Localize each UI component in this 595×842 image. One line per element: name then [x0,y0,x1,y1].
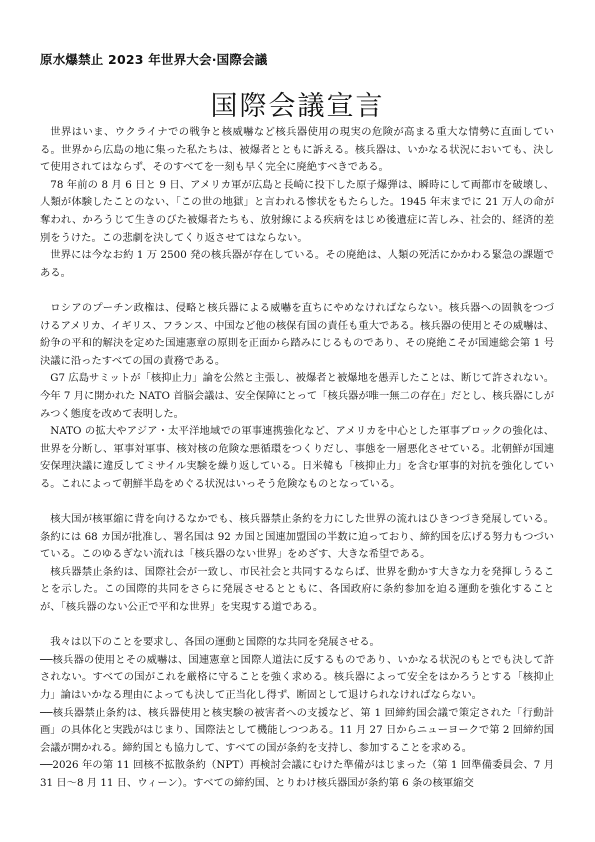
demand-item: ──2026 年の第 11 回核不拡散条約（NPT）再検討会議にむけた準備がはじまった（第 1 回準備委員会、7 月 31 日～8 月 11 日、ウィーン）。すべての締約国、とりわけ核兵器国が条約第 6 条の核軍縮交 [40,759,554,789]
declaration-body [40,124,554,793]
paragraph: 世界はいま、ウクライナでの戦争と核威嚇など核兵器使用の現実の危険が高まる重大な情勢に直面している。世界から広島の地に集った私たちは、被爆者とともに訴える。核兵器は、いかなる状況においても、決して使用されてはならず、そのすべてを一刻も早く完全に廃絶すべきである。 [40,126,554,174]
demand-item: ──核兵器禁止条約は、核兵器使用と核実験の被害者への支援など、第 1 回締約国会議で策定された「行動計画」の具体化と実践がはじまり、国際法として機能しつつある。11 月 27 日からニューヨークで第 2 回締約国会議が開かれる。締約国とも協力して、すべての国が条約を支持し、参加することを求める。 [40,706,554,754]
paragraph: 核大国が核軍縮に背を向けるなかでも、核兵器禁止条約を力にした世界の流れはひきつづき発展している。条約には 68 カ国が批准し、署名国は 92 カ国と国連加盟国の半数に迫っており、締約国を広げる努力もつづいている。このゆるぎない流れは「核兵器のない世界」をめざす、大きな希望である。 [40,513,554,561]
paragraph: 核兵器禁止条約は、国際社会が一致し、市民社会と共同するならば、世界を動かす大きな力を発揮しうることを示した。この国際的共同をさらに発展させるとともに、各国政府に条約参加を迫る運動を強化することが、「核兵器のない公正で平和な世界」を実現する道である。 [40,565,554,614]
paragraph: ロシアのプーチン政権は、侵略と核兵器による威嚇を直ちにやめなければならない。核兵器への固執をつづけるアメリカ、イギリス、フランス、中国など他の核保有国の責任も重大である。核兵器の使用とその威嚇は、紛争の平和的解決を定めた国連憲章の原則を正面から踏みにじるものであり、その廃絶こそが国連総会第 1 号決議に沿ったすべての国の責務である。 [40,301,554,367]
page-title: 国際会議宣言 [210,91,385,122]
conference-name: 原水爆禁止 2023 年世界大会·国際会議 [40,52,268,67]
paragraph: 世界には今なお約 1 万 2500 発の核兵器が存在している。その廃絶は、人類の死活にかかわる緊急の課題である。 [40,249,554,279]
demand-item: ──核兵器の使用とその威嚇は、国連憲章と国際人道法に反するものであり、いかなる状況のもとでも決して許されない。すべての国がこれを厳格に守ることを強く求める。核兵器によって安全をはかろうとする「核抑止力」論はいかなる理由によっても決して正当化し得ず、断固として退けられなければならない。 [40,653,554,701]
paragraph: NATO の拡大やアジア・太平洋地域での軍事連携強化など、アメリカを中心とした軍事ブロックの強化は、世界を分断し、軍事対軍事、核対核の危険な悪循環をつくりだし、事態を一層悪化させている。北朝鮮が国連安保理決議に違反してミサイル実験を繰り返している。日米韓も「核抑止力」を含む軍事的対抗を強化している。これによって朝鮮半島をめぐる状況はいっそう危険なものとなっている。 [40,425,554,490]
paragraph: G7 広島サミットが「核抑止力」論を公然と主張し、被爆者と被爆地を愚弄したことは、断じて許されない。今年 7 月に開かれた NATO 首脳会議は、安全保障にとって「核兵器が唯一無二の存在」だとし、核兵器にしがみつく態度を改めて表明した。 [40,372,554,420]
paragraph: 78 年前の 8 月 6 日と 9 日、アメリカ軍が広島と長崎に投下した原子爆弾は、瞬時にして両都市を破壊し、人類が体験したことのない、「この世の地獄」と言われる惨状をもたらした。1945 年末までに 21 万人の命が奪われ、かろうじて生きのびた被爆者たちも、放射線による疾病をはじめ後遺症に苦しみ、社会的、経済的差別をうけた。この悲劇を決してくり返させてはならない。 [40,178,554,244]
paragraph: 我々は以下のことを要求し、各国の運動と国際的な共同を発展させる。 [50,636,380,649]
